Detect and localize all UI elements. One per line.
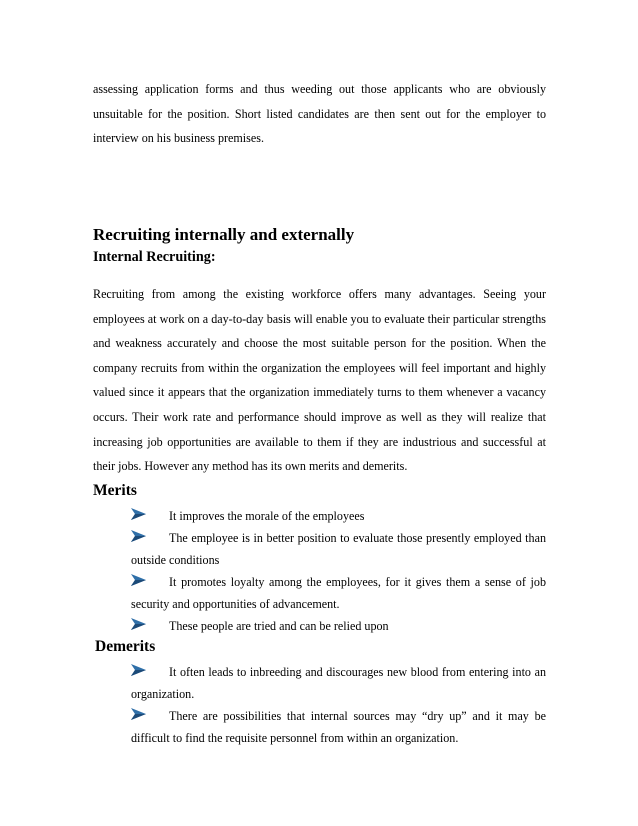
arrow-bullet-icon [131, 574, 146, 586]
section-title: Recruiting internally and externally [93, 225, 355, 244]
list-item [131, 505, 546, 527]
arrow-bullet-icon [131, 618, 146, 630]
list-item-text: There are possibilities that internal sources may “dry up” and it may be difficult to find the requisite personnel from within an organization. [131, 709, 546, 745]
arrow-bullet-icon [131, 708, 146, 720]
list-item-text: It often leads to inbreeding and discourages new blood from entering into an organization. [131, 665, 546, 701]
list-item-text: It improves the morale of the employees [169, 509, 365, 523]
arrow-bullet-icon [131, 664, 146, 676]
list-item [131, 571, 546, 615]
section-subtitle: Internal Recruiting: [93, 249, 216, 265]
list-item-text: It promotes loyalty among the employees, for it gives them a sense of job security and opportunities of advancement. [131, 575, 546, 611]
list-item [131, 661, 546, 705]
internal-recruiting-paragraph: Recruiting from among the existing workforce offers many advantages. Seeing your employees at work on a day-to-day basis will enable you to evaluate their particular strengths and weakness accurately and choose the most suitable person for the position. When the company recruits from within the organization the employees will feel important and highly valued since it appears that the organization immediately turns to them whenever a vacancy occurs. Their work rate and performance should improve as well as they will realize that increasing job opportunities are available to them if they are industrious and successful at their jobs. However any method has its own merits and demerits. [93, 287, 546, 474]
merits-heading: Merits [93, 482, 137, 499]
list-item [131, 615, 546, 637]
merits-list [131, 505, 546, 637]
arrow-bullet-icon [131, 508, 146, 520]
list-item-text: These people are tried and can be relied upon [169, 619, 389, 633]
list-item-text: The employee is in better position to evaluate those presently employed than outside conditions [131, 531, 546, 567]
arrow-bullet-icon [131, 530, 146, 542]
intro-paragraph: assessing application forms and thus weeding out those applicants who are obviously unsuitable for the position. Short listed candidates are then sent out for the employer to interview on his business premises. [93, 82, 546, 146]
demerits-heading: Demerits [95, 638, 156, 655]
list-item [131, 705, 546, 749]
demerits-list [131, 661, 546, 749]
list-item [131, 527, 546, 571]
